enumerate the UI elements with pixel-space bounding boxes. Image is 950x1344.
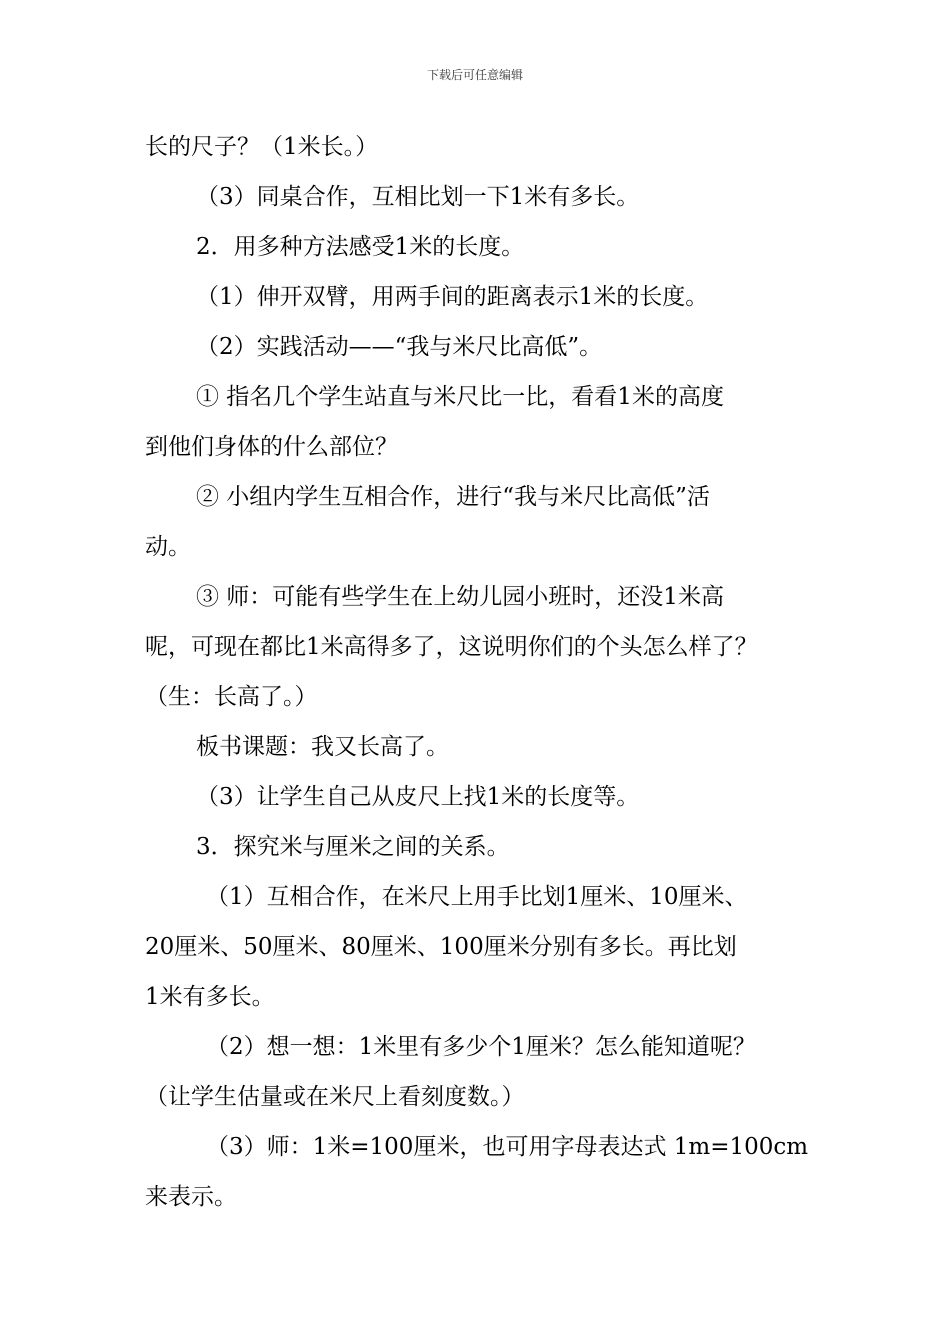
text-line: ② 小组内学生互相合作，进行“我与米尺比高低”活 <box>196 484 710 510</box>
text-line: 板书课题：我又长高了。 <box>196 734 449 760</box>
text-line: （3）同桌合作，互相比划一下1米有多长。 <box>196 184 640 210</box>
text-line: 到他们身体的什么部位？ <box>145 434 398 460</box>
text-line: （让学生估量或在米尺上看刻度数。） <box>145 1084 525 1110</box>
text-line: （3）师：1米=100厘米，也可用字母表达式 1m=100cm <box>206 1134 809 1160</box>
text-line: （1）伸开双臂，用两手间的距离表示1米的长度。 <box>196 284 709 310</box>
text-line: （生：长高了。） <box>145 684 318 710</box>
text-line: 1米有多长。 <box>145 984 275 1010</box>
text-line: 2．用多种方法感受1米的长度。 <box>196 234 525 260</box>
text-line: ③ 师：可能有些学生在上幼儿园小班时，还没1米高 <box>196 584 724 610</box>
text-line: 动。 <box>145 534 191 560</box>
text-line: （2）实践活动——“我与米尺比高低”。 <box>196 334 603 360</box>
text-line: 呢，可现在都比1米高得多了，这说明你们的个头怎么样了？ <box>145 634 758 660</box>
page-header: 下载后可任意编辑 <box>426 68 523 82</box>
text-line: 3．探究米与厘米之间的关系。 <box>196 834 510 860</box>
text-line: ① 指名几个学生站直与米尺比一比，看看1米的高度 <box>196 384 724 410</box>
text-line: 20厘米、50厘米、80厘米、100厘米分别有多长。再比划 <box>145 934 737 960</box>
text-line: （2）想一想：1米里有多少个1厘米？怎么能知道呢？ <box>206 1034 756 1060</box>
text-line: 来表示。 <box>145 1184 237 1210</box>
text-line: （1）互相合作，在米尺上用手比划1厘米、10厘米、 <box>206 884 748 910</box>
text-line: 长的尺子？（1米长。） <box>145 134 379 160</box>
text-line: （3）让学生自己从皮尺上找1米的长度等。 <box>196 784 640 810</box>
